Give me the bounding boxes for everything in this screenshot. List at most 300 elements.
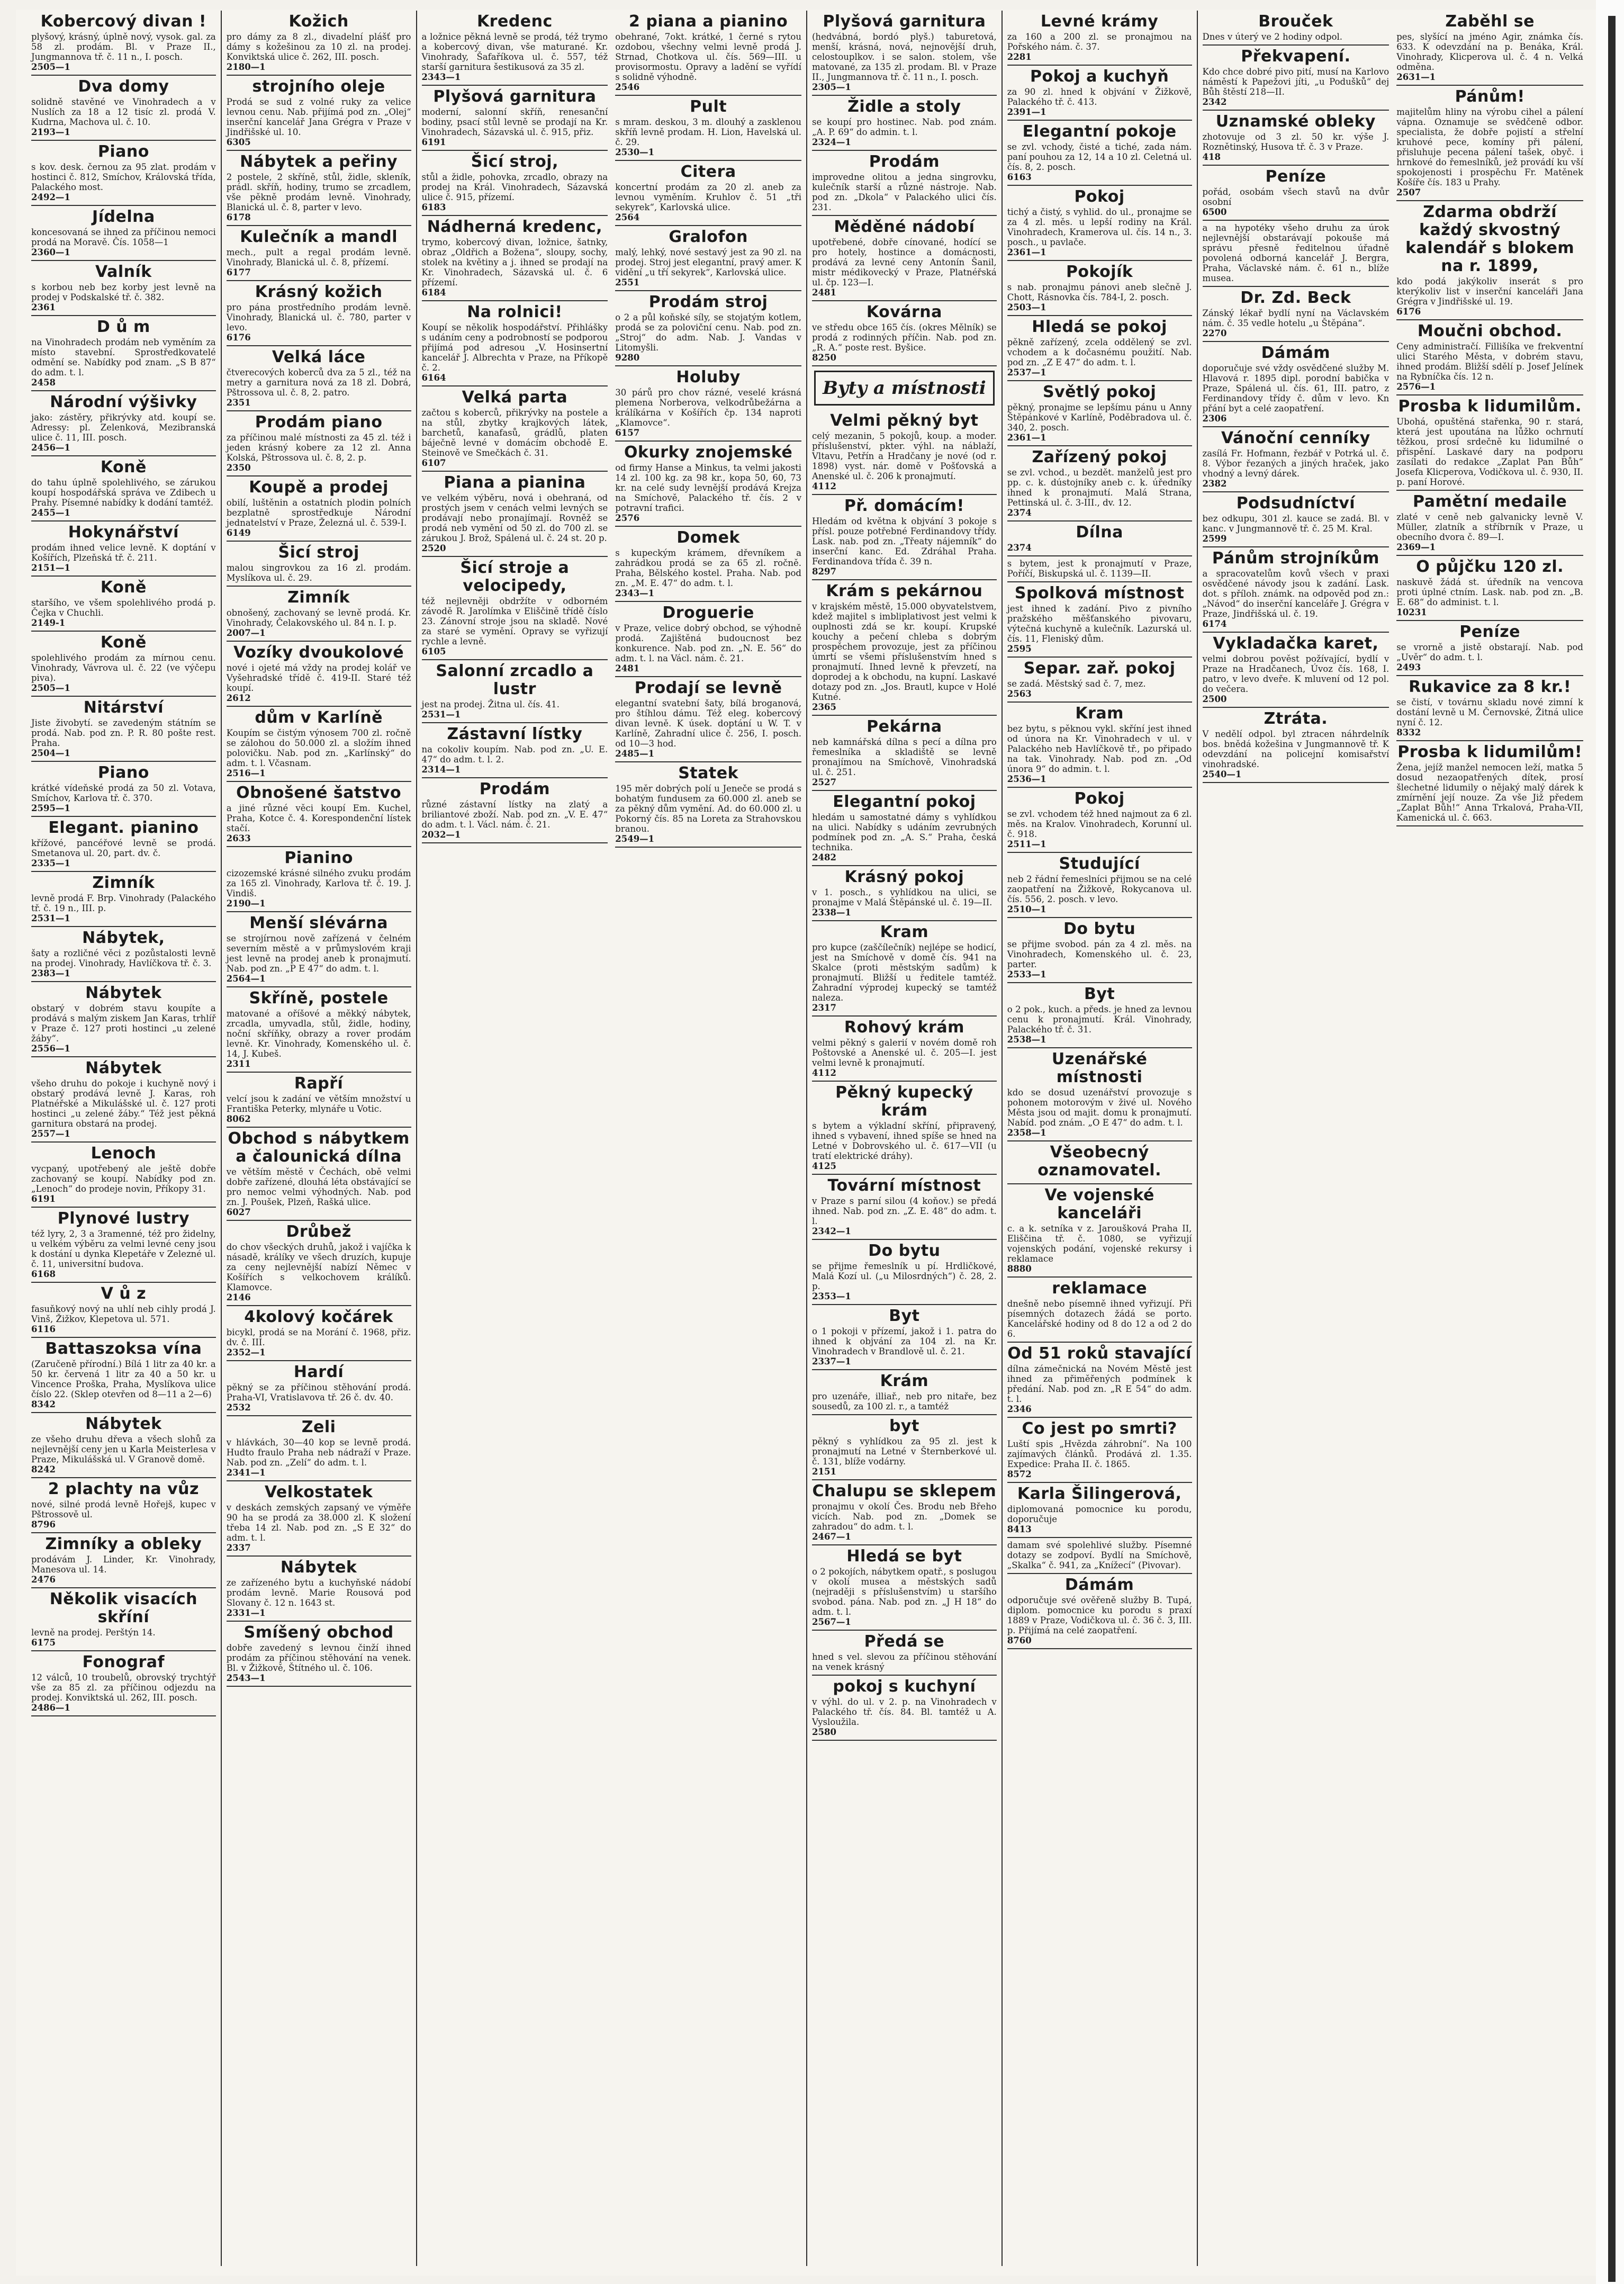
ad-reference-number: 8413 xyxy=(1007,1524,1032,1534)
ad-title: Překvapení. xyxy=(1241,47,1351,66)
ad-reference-number: 2551 xyxy=(615,277,640,287)
ad-body: pěkně zařízený, zcela oddělený se zvl. vchodem a k dočasnému použití. Nab. pod zn. „Z E 47“ do adm. t. l. xyxy=(1007,337,1192,367)
classified-ad xyxy=(1396,491,1583,556)
ad-reference-number: 2492—1 xyxy=(31,192,70,202)
ad-body: do tahu úplně spolehlivého, se zárukou koupí hospodářská správa ve Zdibech u Prahy. Písemné nabídky k dodání tamtéž. xyxy=(31,478,216,508)
ad-body: se zadá. Městský sad č. 7, mez. xyxy=(1007,679,1146,689)
ad-reference-number: 2306 xyxy=(1202,413,1227,424)
ad-title: Pokoj xyxy=(1074,187,1125,206)
classified-ad xyxy=(227,642,411,707)
ad-body: s bytem, jest k pronajmutí v Praze, Poříčí, Biskupská ul. č. 1139—II. xyxy=(1007,559,1192,579)
ad-title: Plynové lustry xyxy=(57,1209,190,1228)
ad-body: damam své spolehlivé služby. Písemné dotazy se zodpoví. Bydlí na Smíchově, „Skalka“ č. 941, za „Knížecí“ (Pivovar). xyxy=(1007,1540,1192,1570)
ad-title: Prodám piano xyxy=(255,413,383,431)
ad-reference-number: 2557—1 xyxy=(31,1129,70,1139)
classified-ad xyxy=(812,866,997,921)
ad-reference-number: 2564 xyxy=(615,212,640,222)
classified-ad xyxy=(812,1631,997,1676)
classified-ad xyxy=(227,1481,411,1557)
classified-ad xyxy=(31,76,216,141)
ad-body: ve větším městě v Čechách, obě velmi dobře zařízené, dlouhá léta obstávající se pro nemoc velmi výhodných. Nab. pod zn. J. Poušek, Plzeň, Rašká ulice. xyxy=(226,1167,411,1207)
ad-reference-number: 2537—1 xyxy=(1007,367,1046,377)
ad-title: Národní výšivky xyxy=(50,393,197,411)
ad-title: Krásný pokoj xyxy=(844,868,964,886)
classified-ad xyxy=(1396,201,1583,320)
ad-body: dílna zámečnická na Novém Městě jest ihned za přiměřených podmínek k předání. Nab. pod zn. „R E 54“ do adm. t. l. xyxy=(1007,1364,1192,1404)
ad-reference-number: 2576 xyxy=(615,513,640,523)
ad-title: Salonní zrcadlo a lustr xyxy=(436,662,594,698)
ad-reference-number: 2476 xyxy=(31,1575,56,1585)
classified-ad xyxy=(812,1305,997,1370)
ad-body: plyšový, krásný, úplně nový, vysok. gal. za 58 zl. prodám. Bl. v Praze II., Jungmannova tř. č. 11 n., I. posch. xyxy=(31,32,216,62)
classified-ad xyxy=(422,660,608,723)
ad-reference-number: 6176 xyxy=(226,332,251,343)
ad-body: se přijme svobod. pán za 4 zl. měs. na Vinohradech, Komenského ul. č. 23, parter. xyxy=(1007,939,1192,969)
classified-ad xyxy=(812,1175,997,1240)
ad-title: Dámám xyxy=(1064,1576,1134,1594)
ad-reference-number: 2546 xyxy=(615,82,640,92)
ad-reference-number: 2190—1 xyxy=(226,898,266,909)
ad-title: Kulečník a mandl xyxy=(240,228,398,246)
ad-title: 2 piana a pianino xyxy=(629,12,788,31)
classified-ad xyxy=(1203,342,1390,427)
ad-title: Prodám stroj xyxy=(648,293,768,311)
ad-reference-number: 8760 xyxy=(1007,1635,1032,1645)
ad-body: o 2 pokojích, nábytkem opatř., s poslugou v okolí musea a městských sadů (nejraději s příslušenstvím) u staršího svobod. pána. Nab. pod zn. „J H 18“ do adm. t. l. xyxy=(812,1567,997,1617)
classified-ad xyxy=(31,391,216,456)
ad-body: 30 párů pro chov rázné, veselé krásná plemena Norberova, velkodrůbežárna a králíkárna v Košířích čp. 134 naproti „Klamovce“. xyxy=(615,388,801,428)
ad-reference-number: 2151—1 xyxy=(31,563,70,573)
classified-ad xyxy=(227,476,411,542)
ad-body: solidně stavěné ve Vinohradech a v Nuslích za 18 a 12 tisíc zl. prodá V. Kudrna, Machova ul. č. 10. xyxy=(31,97,216,127)
ad-body: v Praze, velice dobrý obchod, se výhodně prodá. Zajištěná budoucnost bez konkurence. Nab. pod zn. „N. E. 56“ do adm. t. l. na Václ. nám. č. 21. xyxy=(615,623,801,663)
ad-title: Studující xyxy=(1059,855,1140,873)
ad-reference-number: 6149 xyxy=(226,528,251,538)
ad-title: Byt xyxy=(1084,985,1115,1003)
ad-reference-number: 2331—1 xyxy=(226,1608,266,1618)
ad-title: Pánům! xyxy=(1455,87,1525,106)
classified-ad xyxy=(227,346,411,411)
ad-title: Zimníky a obleky xyxy=(45,1535,202,1553)
ad-reference-number: 2458 xyxy=(31,377,56,388)
ad-reference-number: 2576—1 xyxy=(1396,382,1436,392)
ad-title: Kovárna xyxy=(866,303,942,321)
ad-title: Př. domácím! xyxy=(844,497,964,515)
ad-reference-number: 2533—1 xyxy=(1007,969,1046,979)
classified-ad xyxy=(31,632,216,697)
classified-ad xyxy=(227,987,411,1073)
ad-reference-number: 6157 xyxy=(615,428,640,438)
classified-ad xyxy=(1396,676,1583,741)
ad-body: Žena, jejíž manžel nemocen leží, matka 5 dosud nezaopatřených dítek, prosí šlechetné lidumily o nějaký malý dárek k zmírnění její nouze. Za vše Již předem „Zaplat Bůh!“ Anna Trkalová, Praha-VII, Kamenická ul. č. 663. xyxy=(1396,762,1583,823)
classified-ad xyxy=(1007,1343,1192,1418)
classified-ad xyxy=(812,580,997,716)
ad-body: zhotovuje od 3 zl. 50 kr. výše J. Roznětinský, Husova tř. č. 3 v Praze. xyxy=(1202,132,1390,152)
ad-reference-number: 2352—1 xyxy=(226,1347,266,1357)
ad-reference-number: 8062 xyxy=(226,1114,251,1124)
classified-ad xyxy=(31,1588,216,1651)
ad-reference-number: 2032—1 xyxy=(421,830,461,840)
classified-ad xyxy=(615,11,801,96)
classified-ad xyxy=(1007,121,1192,186)
classified-ad xyxy=(31,762,216,817)
ad-body: velmi dobrou pověst požívající, bydlí v Praze na Hradčanech, Úvoz čís. 168, I. patro, v levo dveře. K mluvení od 12 pol. do večera. xyxy=(1202,654,1390,694)
classified-ad xyxy=(615,226,801,291)
ad-title: Velmi pěkný byt xyxy=(830,411,979,430)
ad-reference-number: 2360—1 xyxy=(31,247,70,257)
classified-ad xyxy=(812,716,997,791)
classified-ad xyxy=(31,1208,216,1283)
ad-body: v hlávkách, 30—40 kop se levně prodá. Hudto fraulo Praha neb nádraží v Praze. Nab. pod zn. „Zelí“ do adm. t. l. xyxy=(226,1437,411,1468)
classified-ad xyxy=(812,11,997,96)
ad-body: prodám ihned velice levně. K doptání v Košířích, Plzeňská tř. č. 211. xyxy=(31,543,216,563)
ad-body: bicykl, prodá se na Morání č. 1968, přiz. dv. č. III. xyxy=(226,1327,411,1347)
classified-ad xyxy=(812,1017,997,1082)
ad-reference-number: 2612 xyxy=(226,693,251,703)
ad-title: Droguerie xyxy=(662,604,754,622)
ad-body: ze zařízeného bytu a kuchyňské nádobí prodám levně. Marie Rousová pod Slovany č. 12 n. 1643 st. xyxy=(226,1578,411,1608)
ad-reference-number: 6305 xyxy=(226,137,251,147)
ad-title: Od 51 roků stavající xyxy=(1007,1344,1192,1363)
ad-reference-number: 8796 xyxy=(31,1519,56,1530)
ad-title: Dva domy xyxy=(78,77,169,96)
classified-ad xyxy=(1007,788,1192,853)
ad-reference-number: 2485—1 xyxy=(615,749,655,759)
ad-title: Statek xyxy=(678,764,739,783)
ad-body: krátké vídeňské prodá za 50 zl. Votava, Smíchov, Karlova tř. č. 370. xyxy=(31,783,216,803)
classified-ad xyxy=(615,677,801,762)
ad-title: Nábytek xyxy=(280,1558,357,1577)
ad-title: Zástavní lístky xyxy=(447,725,583,743)
classified-ad xyxy=(422,301,608,386)
ad-body: obnošený, zachovaný se levně prodá. Kr. Vinohrady, Čelakovského ul. 84 n. I. p. xyxy=(226,608,411,628)
classified-ad xyxy=(227,1128,411,1221)
ad-reference-number: 2505—1 xyxy=(31,683,70,693)
ad-body: šaty a rozličné věci z pozůstalosti levně na prodej. Vinohrady, Havlíčkova tř. č. 3. xyxy=(31,948,216,968)
classified-ad xyxy=(227,281,411,346)
ad-reference-number: 2337—1 xyxy=(812,1356,851,1366)
ad-body: pořád, osobám všech stavů na dvůr osobní xyxy=(1202,187,1390,207)
ad-reference-number: 2342—1 xyxy=(812,1226,851,1236)
ad-title: Několik visacích skříní xyxy=(49,1590,198,1626)
ad-body: pěkný, pronajme se lepšímu pánu u Anny Štěpánkové v Karlíně, Poděbradova ul. č. 340, 2. posch. xyxy=(1007,402,1192,433)
ad-reference-number: 6027 xyxy=(226,1207,251,1217)
classified-ad xyxy=(1203,287,1390,342)
classified-ad xyxy=(31,1413,216,1478)
ad-body: čtverecových koberců dva za 5 zl., též na metry a garnitura nová za 18 zl. Dobrá, Pštrossova ul. č. 8, 2. patro. xyxy=(226,367,411,398)
ad-reference-number: 2383—1 xyxy=(31,968,70,978)
ad-reference-number: 2146 xyxy=(226,1292,251,1302)
ad-column-5 xyxy=(1003,11,1198,2266)
ad-title: Koupě a prodej xyxy=(249,478,389,497)
ad-title: Světlý pokoj xyxy=(1042,383,1157,401)
ad-title: Hardí xyxy=(293,1363,344,1381)
classified-ad xyxy=(812,96,997,151)
ad-title: Uzenářské místnosti xyxy=(1051,1050,1148,1086)
ad-body: s korbou neb bez korby jest levně na prodej v Podskalské tř. č. 382. xyxy=(31,282,216,302)
classified-ad xyxy=(1396,741,1583,826)
classified-ad xyxy=(1007,261,1192,316)
ad-body: hledám u samostatné dámy s vyhlídkou na ulici. Nabídky s udáním zevrubných podmínek pod zn. „A. S.“ Praha, česká technika. xyxy=(812,812,997,852)
ad-body: do chov všeckých druhů, jakož i vajíčka k násadě, králíky ve všech druzích, kupuje za ceny nejlevnější nabízí Němec v Košířích s velkochovem králíků. Klamovce. xyxy=(226,1242,411,1292)
classified-ad xyxy=(31,456,216,521)
ad-title: Chalupu se sklepem xyxy=(812,1482,997,1500)
ad-title: Pianino xyxy=(284,849,353,867)
ad-reference-number: 6107 xyxy=(421,458,446,468)
classified-ad xyxy=(422,472,608,557)
ad-reference-number: 8572 xyxy=(1007,1469,1032,1479)
classified-ad xyxy=(227,847,411,912)
ad-body: koncertní prodám za 20 zl. aneb za levnou vyměním. Kruhlov č. 51 „tři sekyrek“, Karlovská ulice. xyxy=(615,182,801,212)
classified-ad xyxy=(812,1415,997,1480)
ad-title: Prodám xyxy=(479,780,551,798)
ad-title: Šicí stroje a velocipedy, xyxy=(460,559,570,595)
ad-body: Luští spis „Hvězda záhrobní“. Na 100 zajímavých článků. Prodává zl. 1.35. Expedice: Praha II. č. 1865. xyxy=(1007,1439,1192,1469)
ad-body: jest ihned k zadání. Pivo z pivního pražského měšťanského pivovaru, výtečná kuchyně a kulečník. Lazurská ul. čís. 11, Fleniský dům. xyxy=(1007,604,1192,644)
ad-title: Kram xyxy=(1075,704,1124,723)
ad-body: ve velkém výběru, nová i obehraná, od prostých jsem v cenách velmi levných se prodávají nebo pronajímají. Rovněž se prodá neb vymění od 50 zl. do 700 zl. se zárukou J. Brož, Spálená ul. č. 24 st. 20 p. xyxy=(421,493,608,543)
ad-title: Prodají se levně xyxy=(634,679,782,697)
ad-body: koncesovaná se ihned za příčinou nemoci prodá na Moravě. Čís. 1058—1 xyxy=(31,227,216,247)
ad-body: Kdo chce dobré pivo pití, musí na Karlovo náměstí k Papežovi jíti, „u Podušků“ dej Bůh štěstí 218—II. xyxy=(1202,67,1390,97)
classified-ad xyxy=(31,141,216,206)
ad-title: Peníze xyxy=(1459,623,1521,641)
ad-title: Drůbež xyxy=(286,1222,351,1241)
ad-body: obehrané, 7okt. krátké, 1 černé s rytou ozdobou, všechny velmi levně prodá J. Strnad, Chotkova ul. čís. 569—III. u provisormostu. Opravy a ladění se vyřídí s solidně výhodně. xyxy=(615,32,801,82)
ad-body: s mram. deskou, 3 m. dlouhý a zasklenou skříň levně prodam. H. Lion, Havelská ul. č. 29. xyxy=(615,117,801,147)
classified-ad xyxy=(812,301,997,366)
ad-reference-number: 2369—1 xyxy=(1396,542,1436,552)
classified-ad xyxy=(1396,556,1583,621)
ad-title: Koně xyxy=(100,633,147,652)
classified-ad xyxy=(1007,853,1192,918)
ad-reference-number: 2382 xyxy=(1202,479,1227,489)
classified-ad xyxy=(227,1221,411,1306)
ad-title: Pekárna xyxy=(867,717,942,736)
ad-body: se zvl. vchody, čisté a tiché, zada nám. paní pouhou za 12, 14 a 10 zl. Celetná ul. čís. 8, 2. posch. xyxy=(1007,142,1192,172)
ad-title: Pánům strojníkům xyxy=(1212,549,1379,568)
ad-column-1 xyxy=(26,11,222,2266)
classified-ad xyxy=(812,1676,997,1741)
classified-ad xyxy=(1007,521,1192,556)
ad-title: Vozíky dvoukolové xyxy=(233,643,404,662)
ad-title: Kredenc xyxy=(476,12,553,31)
classified-ad xyxy=(31,1143,216,1208)
ad-reference-number: 2503—1 xyxy=(1007,302,1046,312)
ad-title: Citera xyxy=(680,163,736,181)
ad-title: O půjčku 120 zl. xyxy=(1416,557,1564,576)
ad-body: pro dámy za 8 zl., divadelní plášť pro dámy s kožešinou za 10 zl. na prodej. Konviktská ulice č. 262, III. posch. xyxy=(226,32,411,62)
classified-ad xyxy=(31,1338,216,1413)
ad-reference-number: 2549—1 xyxy=(615,834,655,844)
ad-body: se čistí, v továrnu skladu nové zimní k dostání levně u M. Černovské, Žitná ulice nyní č. 12. xyxy=(1396,697,1583,727)
ad-reference-number: 2567—1 xyxy=(812,1617,851,1627)
ad-reference-number: 2374 xyxy=(1007,543,1032,553)
ad-reference-number: 2342 xyxy=(1202,97,1227,107)
ad-title: Nitárství xyxy=(83,698,164,717)
classified-ad xyxy=(1203,633,1390,708)
ad-title: Plyšová garnitura xyxy=(823,12,986,31)
classified-ad xyxy=(227,1416,411,1481)
ad-body: pro kupce (zaščílečník) nejlépe se hodicí, jest na Smíchově v domě čís. 941 na Skalce (proti městským sadům) k pronajmutí. Bližší u ředitele tamtéž. Zahradní výprodej kupecký se tamtéž naleza. xyxy=(812,942,997,1003)
ad-body: o 2 pok., kuch. a předs. je hned za levnou cenu k pronajmutí. Král. Vinohrady, Palackého tř. č. 31. xyxy=(1007,1004,1192,1035)
ad-reference-number: 2180—1 xyxy=(226,62,266,72)
ad-reference-number: 6175 xyxy=(31,1638,56,1648)
ad-body: neb kamnářská dílna s pecí a dílna pro řemeslníka a skladiště se levně pronajímou na Smíchově, Vinohradská ul. č. 251. xyxy=(812,737,997,777)
ad-title: Separ. zař. pokoj xyxy=(1023,659,1176,678)
classified-ad xyxy=(422,11,608,86)
ad-reference-number: 2505—1 xyxy=(31,62,70,72)
ad-title: strojního oleje xyxy=(252,77,385,96)
ad-reference-number: 10231 xyxy=(1396,607,1427,617)
ad-reference-number: 2350 xyxy=(226,463,251,473)
classified-ad xyxy=(31,521,216,577)
classified-ad xyxy=(1007,316,1192,381)
ad-reference-number: 6178 xyxy=(226,212,251,222)
ad-title: Pokoj xyxy=(1074,789,1125,808)
ad-title: Prosba k lidumilům. xyxy=(1398,397,1582,416)
ad-title: Dámám xyxy=(1261,344,1331,362)
classified-ad xyxy=(1203,166,1390,221)
ad-title: Uznamské obleky xyxy=(1215,112,1376,131)
classified-ad xyxy=(1203,492,1390,547)
classified-ad xyxy=(812,495,997,580)
classified-ad xyxy=(1396,11,1583,86)
ad-reference-number: 2481 xyxy=(812,287,836,298)
ad-reference-number: 6191 xyxy=(421,137,446,147)
ad-title: D ů m xyxy=(96,318,150,336)
ad-body: zasílá Fr. Hofmann, řezbář v Potrká ul. č. 8. Výbor řezaných a jiných hraček, jako vhodný a levný dárek. xyxy=(1202,448,1390,479)
ad-reference-number: 2151 xyxy=(812,1467,836,1477)
ad-reference-number: 4112 xyxy=(812,1068,836,1078)
ad-title: Hledá se byt xyxy=(846,1547,962,1566)
ad-body: fasuňkový nový na uhlí neb cihly prodá J. Vinš, Žižkov, Klepetova ul. 571. xyxy=(31,1304,216,1324)
ad-body: kdo se dosud uzenářství provozuje s pohonem motorovým v živé ul. Nového Města jsou od majit. domu k pronajmutí. Nabíd. pod znám. „O E 47“ do adm. t. l. xyxy=(1007,1087,1192,1128)
classified-ad xyxy=(812,921,997,1017)
classified-ad xyxy=(1007,1048,1192,1141)
ad-body: malou singrovkou za 16 zl. prodám. Myslíkova ul. č. 29. xyxy=(226,563,411,583)
ad-reference-number: 6164 xyxy=(421,373,446,383)
ad-body: Zánský lékař bydlí nyní na Václavském nám. č. 35 vedle hotelu „u Štěpána“. xyxy=(1202,308,1390,328)
ad-reference-number: 8250 xyxy=(812,353,836,363)
ad-body: za 160 a 200 zl. se pronajmou na Pořského nám. č. 37. xyxy=(1007,32,1192,52)
classified-ad xyxy=(31,927,216,982)
ad-title: Pamětní medaile xyxy=(1413,492,1567,511)
ad-body: za příčinou malé místnosti za 45 zl. též i jeden krásný kobere za 12 zl. Anna Kolská, Pštrossova ul. č. 8, 2. p. xyxy=(226,433,411,463)
ad-reference-number: 2337 xyxy=(226,1543,251,1553)
classified-ad xyxy=(31,1651,216,1716)
classified-ad xyxy=(227,707,411,782)
ad-body: V nedělí odpol. byl ztracen náhrdelník bos. bnědá kožešina v Jungmannově tř. K odevzdání na policejní komisařství vinohradské. xyxy=(1202,729,1390,769)
ad-reference-number: 2317 xyxy=(812,1003,836,1013)
ad-title: Koně xyxy=(100,578,147,597)
ad-reference-number: 2516—1 xyxy=(226,768,266,778)
ad-title: Moučni obchod. xyxy=(1417,322,1563,340)
classified-ad xyxy=(1007,1184,1192,1278)
ad-body: od firmy Hanse a Minkus, ta velmi jakosti 14 zl. 100 kg. za 98 kr., kopa 50, 60, 73 kr. na celé sudy levnější prodává Krejza na Smíchově, Palackého tř. čís. 2 v potravní trafici. xyxy=(615,463,801,513)
classified-ad xyxy=(1007,582,1192,658)
ad-reference-number: 2270 xyxy=(1202,328,1227,338)
ad-title: Skříně, postele xyxy=(249,989,389,1008)
ad-title: Dr. Zd. Beck xyxy=(1240,289,1351,307)
ad-title: Gralofon xyxy=(669,228,748,246)
classified-ad xyxy=(227,1306,411,1361)
classified-ad xyxy=(31,11,216,76)
ad-body: hned s vel. slevou za příčinou stěhování na venek krásný xyxy=(812,1652,997,1672)
ad-title: Piana a pianina xyxy=(444,473,586,492)
ad-body: jako: zástěry, přikrývky atd. koupí se. Adressy: pl. Zelenková, Mezibranská ulice č. 11, III. posch. xyxy=(31,412,216,443)
ad-body: velmi pěkný s galerií v novém domě roh Poštovské a Anenské ul. č. 205—I. jest velmi levně k pronajmutí. xyxy=(812,1038,997,1068)
ad-body: pěkný se za příčinou stěhování prodá. Praha-VI, Vratislavova tř. 26 č. dv. 40. xyxy=(226,1382,411,1402)
ad-body: se vrorně a jistě obstarají. Nab. pod „Uvěr“ do adm. t. l. xyxy=(1396,642,1583,662)
ad-title: Zimník xyxy=(92,874,155,892)
ad-reference-number: 2455—1 xyxy=(31,508,70,518)
ad-title: Ztráta. xyxy=(1264,709,1328,728)
ad-reference-number: 2520 xyxy=(421,543,446,553)
classified-ad xyxy=(227,587,411,642)
ad-title: Brouček xyxy=(1258,12,1333,31)
ad-reference-number: 2193—1 xyxy=(31,127,70,137)
ad-body: tichý a čistý, s vyhlid. do ul., pronajme se za 4 zl. měs. u lepší rodiny na Král. Vinohradech, Kramerova ul. čís. 14 n., 3. posch., u pavlače. xyxy=(1007,207,1192,247)
ad-body: Jiste živobytí. se zavedeným státním se prodá. Nab. pod zn. P. R. 80 pošte rest. Praha. xyxy=(31,718,216,748)
ad-body: se koupí pro hostinec. Nab. pod znám. „A. P. 69“ do admin. t. l. xyxy=(812,117,997,137)
ad-reference-number: 2324—1 xyxy=(812,137,851,147)
ad-reference-number: 6177 xyxy=(226,267,251,277)
ad-body: nové, silné prodá levně Hořejš, kupec v Pštrossově ul. xyxy=(31,1499,216,1519)
classified-ad xyxy=(422,723,608,778)
ad-reference-number: 6500 xyxy=(1202,207,1227,217)
classified-ad xyxy=(31,577,216,632)
ad-reference-number: 8242 xyxy=(31,1464,56,1474)
ad-title: Pokoj a kuchyň xyxy=(1030,67,1169,86)
classified-ad xyxy=(1007,1574,1192,1649)
ad-body: ze všeho druhu dřeva a všech slohů za nejlevnější ceny jen u Karla Meisterlesa v Praze, Mikulášská ul. V Granově domě. xyxy=(31,1434,216,1464)
ad-body: různé zástavní lístky na zlatý a briliantové zboží. Nab. pod zn. „V. E. 47“ do adm. t. l. Václ. nám. č. 21. xyxy=(421,799,608,830)
ad-body: upotřebené, dobře cínované, hodící se pro hotely, hostince a domácnosti, prodává za levné ceny Antonín Šanil, mistr médikovecký v Praze, Platnéřská ul. čp. 123—I. xyxy=(812,237,997,287)
ad-title: Prosba k lidumilům! xyxy=(1397,743,1583,761)
ad-reference-number: 6163 xyxy=(1007,172,1032,182)
ad-reference-number: 2482 xyxy=(812,852,836,862)
ad-body: elegantní svatební šaty, bílá broganová, pro štíhlou dámu. Též eleg. kobercový divan levně. K úsek. doptání u W. T. v Karlíně, Zahradní ulice č. 256, I. posch. od 10—3 hod. xyxy=(615,698,801,749)
ad-body: Ubohá, opuštěná stařenka, 90 r. stará, která jest upoutána na lůžko ochrnutí těžkou, prosí srdečně ku lidumilné o přispění. Laskavé dary na podporu zasílati do redakce „Zaplat Pan Bůh“ Josefa Klicperova, Vodičkova ul. č. 930, II. p. paní Horové. xyxy=(1396,417,1583,487)
ad-reference-number: 6174 xyxy=(1202,619,1227,629)
ad-title: Battaszoksa vína xyxy=(45,1339,202,1358)
classified-ad xyxy=(1007,983,1192,1048)
ad-body: v krajském městě, 15.000 obyvatelstvem, kdež majitel s imbliplativost jest velmi k ouplnosti zdá se kr. koupí. Krupské kouchy a pečení chleba s dobrým prospěchem provozuje, jest za příčinou úmrtí se všemi příslušenstvím hned s pronajmutí. Ihned levně k převzetí, na doprodej a k obchodu, na kupní. Laskavé dotazy pod zn. „Jos. Brautl, kupce v Holé Kutné. xyxy=(812,601,997,702)
classified-ad xyxy=(227,411,411,476)
ad-body: pro pána prostředního prodám levně. Vinohrady, Blanická ul. č. 780, parter v levo. xyxy=(226,302,411,332)
classified-ad xyxy=(812,1240,997,1305)
ad-title: Kram xyxy=(880,923,929,941)
ad-reference-number: 2633 xyxy=(226,833,251,843)
ad-reference-number: 2511—1 xyxy=(1007,839,1046,849)
ad-reference-number: 2351 xyxy=(226,398,251,408)
classified-ad xyxy=(1007,381,1192,446)
ad-reference-number: 2467—1 xyxy=(812,1532,851,1542)
ad-reference-number: 2391—1 xyxy=(1007,107,1046,117)
ad-body: dnešně nebo písemně ihned vyřizují. Při písemných dotazech žádá se porto. Kancelářské hodiny od 8 do 12 a od 2 do 6. xyxy=(1007,1299,1192,1339)
ad-body: v výhl. do ul. v 2. p. na Vinohradech v Palackého tř. čís. 84. Bl. tamtéž u A. Vysloužila. xyxy=(812,1697,997,1727)
classified-ad xyxy=(227,151,411,226)
ad-body: též lyry, 2, 3 a 3ramenné, též pro židelny, u velkém výběru za velmi levné ceny jsou k dostání u dynka Klepetáře v Zelezné ul. č. 11, universitní budova. xyxy=(31,1229,216,1269)
scan-edge-bar xyxy=(1608,16,1616,2282)
ad-title: Zdarma obdrží každý skvostný kalendář s blokem na r. 1899, xyxy=(1405,203,1575,275)
ad-title: Zaběhl se xyxy=(1445,12,1535,31)
ad-body: ve středu obce 165 čís. (okres Mělník) se prodá z rodinných příčin. Nab. pod zn. „R. A.“ poste rest. Byšice. xyxy=(812,322,997,353)
ad-body: naskuvě žádá st. úředník na vencova proti úplné ctním. Lask. nab. pod zn. „B. E. 68“ do administ. t. l. xyxy=(1396,577,1583,607)
ad-title: Velkostatek xyxy=(264,1483,373,1501)
ad-title: Dílna xyxy=(1076,523,1123,542)
